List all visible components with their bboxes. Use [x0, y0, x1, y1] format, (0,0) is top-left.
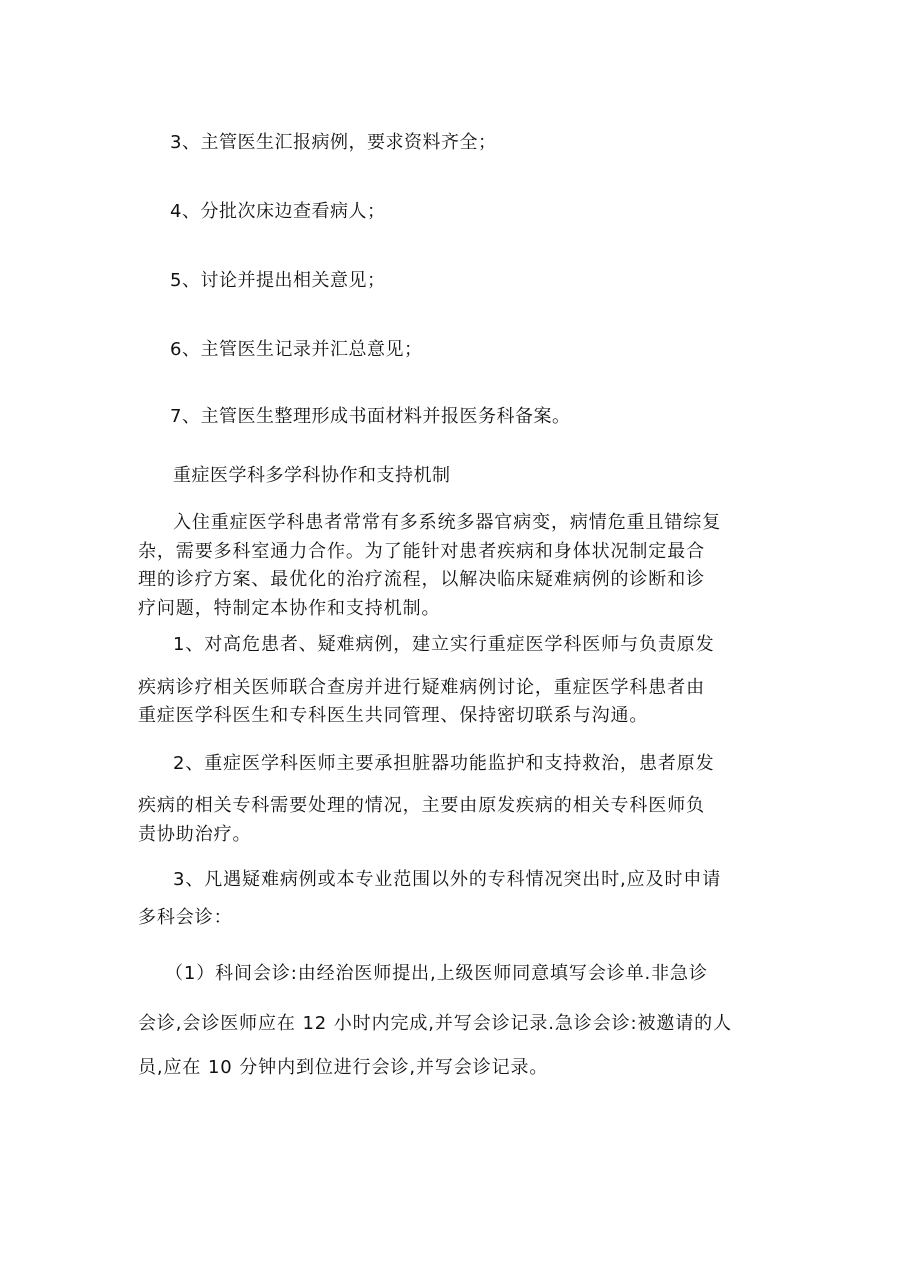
step-7: 7、主管医生整理形成书面材料并报医务科备案。	[170, 406, 571, 427]
section-heading: 重症医学科多学科协作和支持机制	[173, 465, 451, 486]
step-4: 4、分批次床边查看病人；	[170, 201, 386, 222]
subitem-1-line: （1）科间会诊:由经治医师提出,上级医师同意填写会诊单.非急诊	[165, 963, 708, 984]
item-2-line: 2、重症医学科医师主要承担脏器功能监护和支持救治，患者原发	[173, 753, 715, 774]
item-1-line: 重症医学科医生和专科医生共同管理、保持密切联系与沟通。	[138, 705, 649, 726]
subitem-1-line: 会诊,会诊医师应在 12 小时内完成,并写会诊记录.急诊会诊:被邀请的人	[138, 1013, 732, 1034]
intro-line: 理的诊疗方案、最优化的治疗流程，以解决临床疑难病例的诊断和诊	[138, 569, 705, 590]
step-5: 5、讨论并提出相关意见；	[170, 270, 386, 291]
item-1-line: 疾病诊疗相关医师联合查房并进行疑难病例讨论，重症医学科患者由	[138, 677, 705, 698]
item-3-line: 多科会诊：	[138, 907, 233, 928]
step-3: 3、主管医生汇报病例，要求资料齐全；	[170, 132, 497, 153]
step-6: 6、主管医生记录并汇总意见；	[170, 339, 423, 360]
intro-line: 杂，需要多科室通力合作。为了能针对患者疾病和身体状况制定最合	[138, 541, 705, 562]
item-3-line: 3、凡遇疑难病例或本专业范围以外的专科情况突出时,应及时申请	[173, 869, 722, 890]
intro-line: 疗问题，特制定本协作和支持机制。	[138, 598, 441, 619]
item-1-line: 1、对高危患者、疑难病例，建立实行重症医学科医师与负责原发	[173, 634, 715, 655]
item-2-line: 责协助治疗。	[138, 824, 252, 845]
item-2-line: 疾病的相关专科需要处理的情况，主要由原发疾病的相关专科医师负	[138, 795, 705, 816]
subitem-1-line: 员,应在 10 分钟内到位进行会诊,并写会诊记录。	[138, 1057, 549, 1078]
intro-line: 入住重症医学科患者常常有多系统多器官病变，病情危重且错综复	[173, 512, 722, 533]
